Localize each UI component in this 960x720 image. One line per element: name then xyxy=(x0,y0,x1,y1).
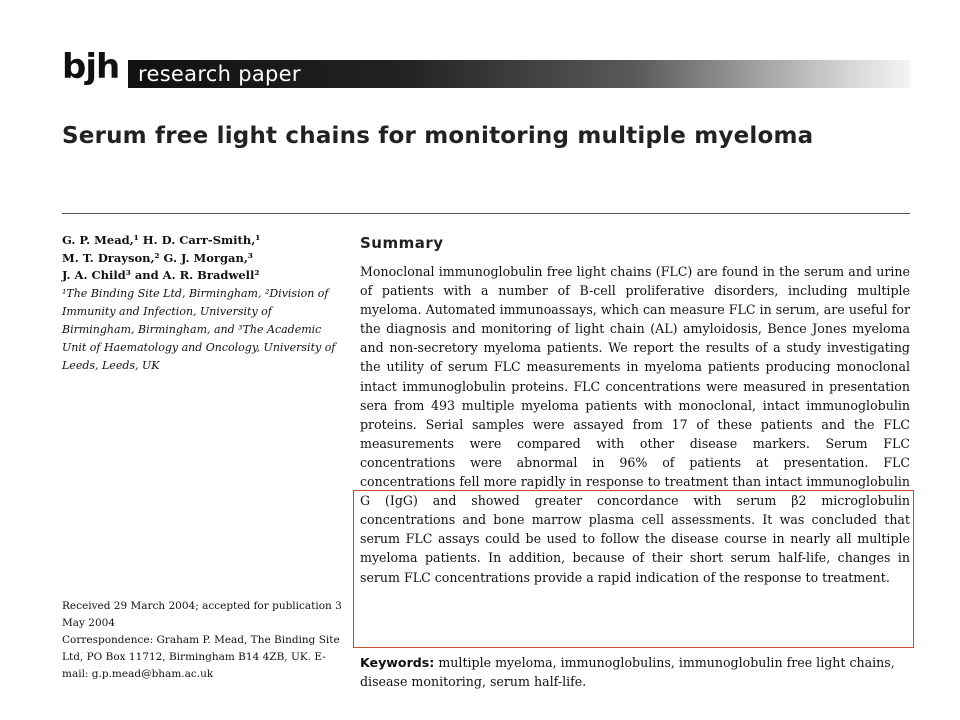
section-band xyxy=(128,60,910,88)
authors-line: G. P. Mead,¹ H. D. Carr-Smith,¹ xyxy=(62,233,261,247)
affiliations: ¹The Binding Site Ltd, Birmingham, ²Division of Immunity and Infection, University of Birmingham, Birmingham, and ³The Academic Unit of Haematology and Oncology, University of Leeds, Leeds, UK xyxy=(62,286,336,372)
summary-heading: Summary xyxy=(360,234,444,252)
keywords-text: multiple myeloma, immunoglobulins, immunoglobulin free light chains, disease monitoring, serum half-life. xyxy=(360,655,895,689)
keywords xyxy=(360,653,910,691)
journal-logo: bjh xyxy=(62,47,120,87)
received-dates: Received 29 March 2004; accepted for publication 3 May 2004 xyxy=(62,600,342,629)
article-meta xyxy=(62,598,347,683)
authors-line: M. T. Drayson,² G. J. Morgan,³ xyxy=(62,250,253,265)
article-title: Serum free light chains for monitoring multiple myeloma xyxy=(62,123,814,149)
summary-text: Monoclonal immunoglobulin free light chains (FLC) are found in the serum and urine of patients with a number of B-cell proliferative disorders, including multiple myeloma. Automated immunoassays, which can measure FLC in serum, are useful for the diagnosis and monitoring of light chain (AL) amyloidosis, Bence Jones myeloma and non-secretory myeloma patients. We report the results of a study investigating the utility of serum FLC measurements in myeloma patients producing monoclonal intact immunoglobulin proteins. FLC concentrations were measured in presentation sera from 493 multiple myeloma patients with monoclonal, intact immunoglobulin proteins. Serial samples were assayed from 17 of these patients and the FLC measurements were compared with other disease markers. Serum FLC concentrations were abnormal in 96% of patients at presentation. FLC concentrations fell more rapidly in response to treatment than intact immunoglobulin G (IgG) and showed greater concordance with serum β2 microglobulin concentrations and bone marrow plasma cell assessments. It was concluded that serum FLC assays could be used to follow the disease course in nearly all multiple myeloma patients. In addition, because of their short serum half-life, changes in serum FLC concentrations provide a rapid indication of the response to treatment. xyxy=(360,264,910,585)
correspondence: Correspondence: Graham P. Mead, The Binding Site Ltd, PO Box 11712, Birmingham B14 4ZB, UK. E-mail: g.p.mead@bham.ac.uk xyxy=(62,634,340,680)
journal-header xyxy=(62,47,910,92)
section-label: research paper xyxy=(138,62,301,86)
title-divider xyxy=(62,213,910,214)
authors-line: J. A. Child³ and A. R. Bradwell² xyxy=(62,268,260,282)
author-block xyxy=(62,232,347,375)
keywords-label: Keywords: xyxy=(360,655,435,670)
